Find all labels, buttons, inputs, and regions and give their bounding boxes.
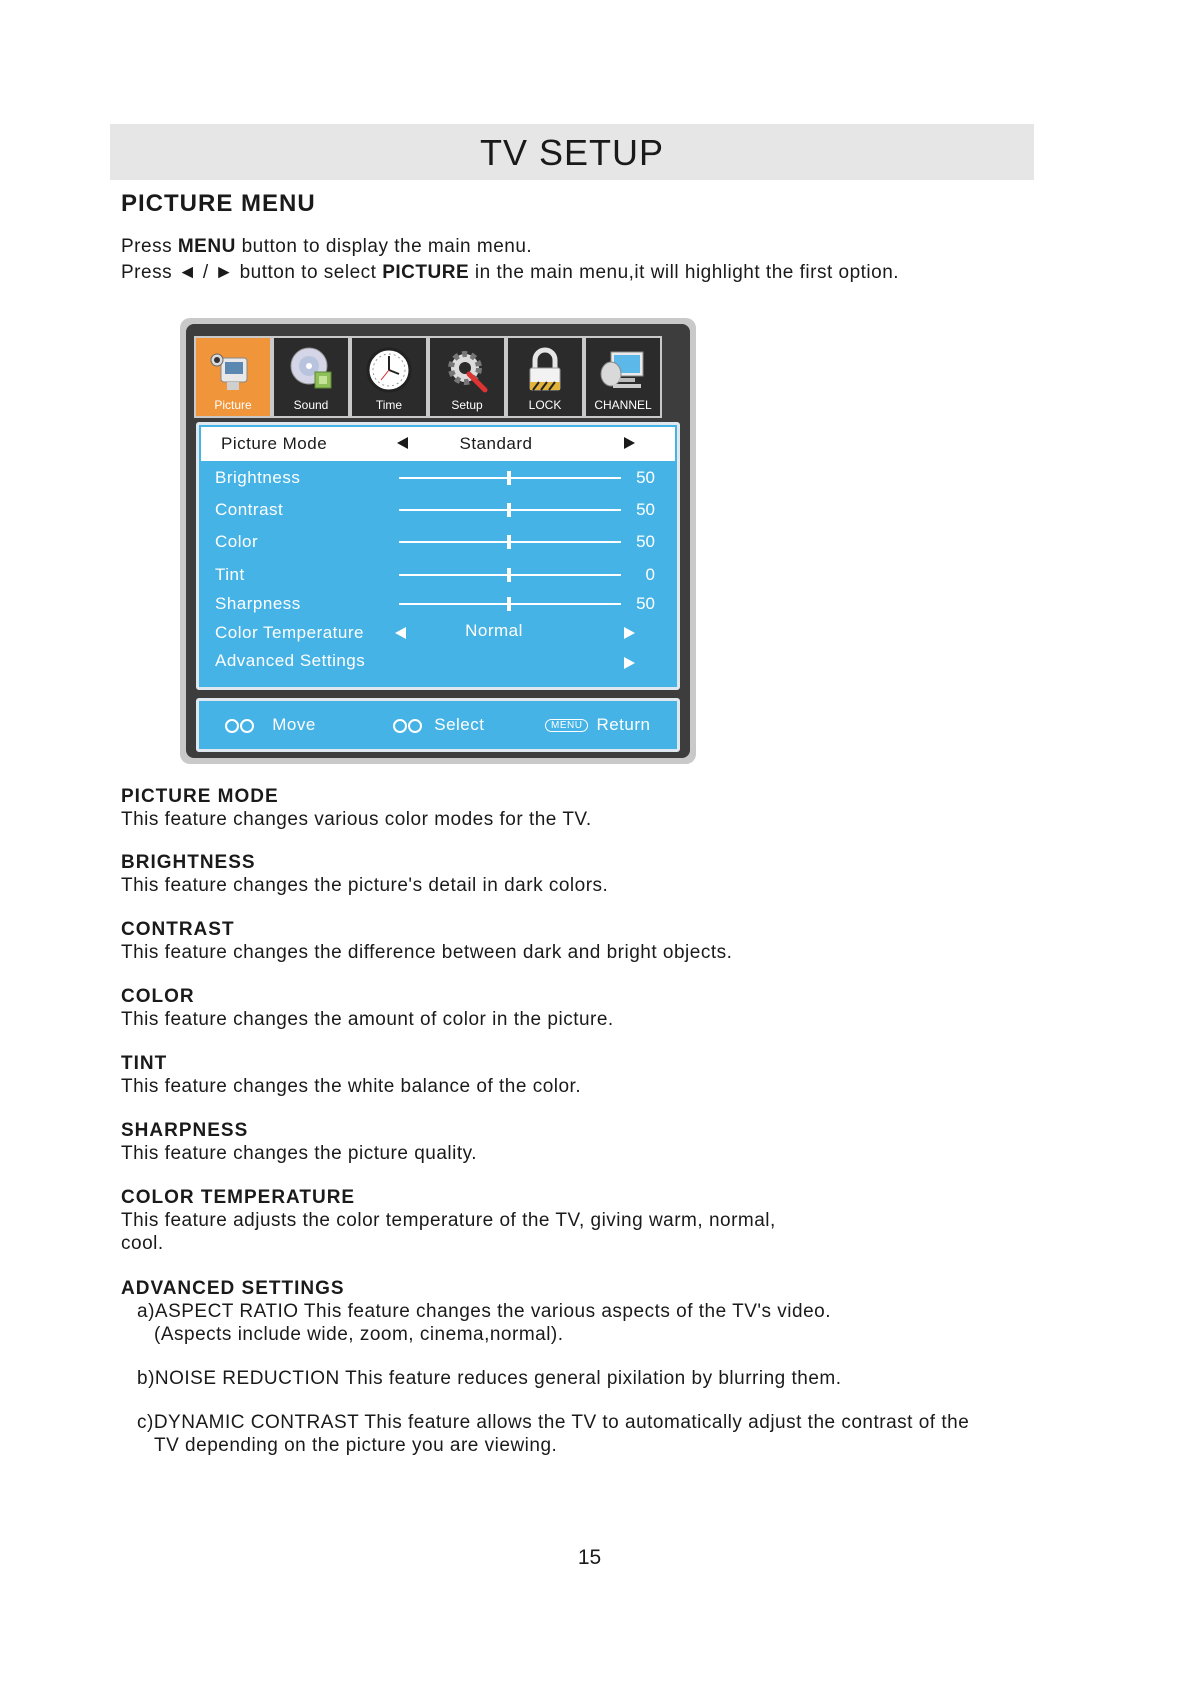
heading-contrast: CONTRAST <box>121 919 235 940</box>
slider-knob[interactable] <box>507 597 511 611</box>
heading-color-temperature: COLOR TEMPERATURE <box>121 1187 356 1208</box>
color-slider[interactable] <box>399 541 621 543</box>
osd-frame <box>186 324 690 758</box>
row-value: 50 <box>636 468 655 487</box>
heading-color: COLOR <box>121 986 195 1007</box>
text-aspect-ratio: a)ASPECT RATIO This feature changes the various aspects of the TV's video. <box>137 1301 831 1322</box>
contrast-slider[interactable] <box>399 509 621 511</box>
sharpness-slider[interactable] <box>399 603 621 605</box>
text-brightness: This feature changes the picture's detail in dark colors. <box>121 875 609 896</box>
row-value: 0 <box>645 565 655 584</box>
osd-help-bar <box>196 698 680 752</box>
slider-knob[interactable] <box>507 471 511 485</box>
intro-line-2 <box>121 262 899 284</box>
arrow-right-icon[interactable] <box>624 437 635 449</box>
row-label: Color <box>215 532 259 551</box>
tab-label: Setup <box>451 398 483 412</box>
text-tint: This feature changes the white balance of the color. <box>121 1076 582 1097</box>
row-label: Tint <box>215 565 245 584</box>
page-number: 15 <box>577 1546 602 1569</box>
arrow-right-icon[interactable] <box>624 657 635 669</box>
intro-text: button to display the main menu. <box>235 236 533 257</box>
tab-label: Time <box>375 398 403 412</box>
camera-icon <box>207 344 259 396</box>
section-heading: PICTURE MENU <box>121 190 316 217</box>
heading-brightness: BRIGHTNESS <box>121 852 256 873</box>
tab-label: Picture <box>214 398 252 412</box>
row-label: Brightness <box>215 468 301 487</box>
down-button-icon <box>240 719 254 733</box>
menu-key-icon: MENU <box>545 719 588 732</box>
help-select-label: Select <box>434 715 485 734</box>
intro-text: Press <box>121 236 178 257</box>
slider-knob[interactable] <box>507 503 511 517</box>
text-dynamic-contrast: c)DYNAMIC CONTRAST This feature allows the TV to automatically adjust the contrast of the <box>137 1412 970 1433</box>
tab-label: LOCK <box>528 398 562 412</box>
slider-knob[interactable] <box>507 535 511 549</box>
intro-bold: MENU <box>177 236 236 257</box>
row-value: 50 <box>636 500 655 519</box>
text-aspect-ratio-2: (Aspects include wide, zoom, cinema,normal). <box>154 1324 564 1345</box>
help-move <box>225 715 316 735</box>
row-label: Sharpness <box>215 594 301 613</box>
heading-advanced-settings: ADVANCED SETTINGS <box>121 1278 345 1299</box>
row-label: Color Temperature <box>215 623 364 642</box>
tab-setup[interactable] <box>428 336 506 418</box>
title-banner <box>110 124 1034 180</box>
intro-bold: PICTURE <box>382 262 470 283</box>
text-noise-reduction: b)NOISE REDUCTION This feature reduces general pixilation by blurring them. <box>137 1368 842 1389</box>
up-button-icon <box>225 719 239 733</box>
help-return <box>545 715 650 735</box>
text-contrast: This feature changes the difference between dark and bright objects. <box>121 942 733 963</box>
slider-knob[interactable] <box>507 568 511 582</box>
right-button-icon <box>408 719 422 733</box>
brightness-slider[interactable] <box>399 477 621 479</box>
text-picture-mode: This feature changes various color modes for the TV. <box>121 809 592 830</box>
row-value: 50 <box>636 594 655 613</box>
text-color-temperature-2: cool. <box>121 1233 164 1254</box>
heading-sharpness: SHARPNESS <box>121 1120 249 1141</box>
tab-label: Sound <box>293 398 329 412</box>
row-label: Contrast <box>215 500 284 519</box>
arrow-right-icon[interactable] <box>624 627 635 639</box>
tint-slider[interactable] <box>399 574 621 576</box>
row-picture-mode[interactable] <box>201 427 675 461</box>
row-value: Standard <box>459 434 533 453</box>
gear-icon <box>441 344 493 396</box>
help-move-label: Move <box>272 715 316 734</box>
row-value: 50 <box>636 532 655 551</box>
tab-time[interactable] <box>350 336 428 418</box>
help-return-label: Return <box>596 715 651 734</box>
intro-text: Press ◄ / ► button to select <box>121 262 383 283</box>
tab-lock[interactable] <box>506 336 584 418</box>
text-color: This feature changes the amount of color in the picture. <box>121 1009 614 1030</box>
intro-line-1 <box>121 236 532 258</box>
help-select <box>393 715 484 735</box>
row-label: Picture Mode <box>221 434 328 453</box>
row-value: Normal <box>465 621 523 640</box>
row-label: Advanced Settings <box>215 651 366 670</box>
clock-icon <box>363 344 415 396</box>
page-title: TV SETUP <box>479 132 665 173</box>
padlock-icon <box>519 344 571 396</box>
tab-picture[interactable] <box>194 336 272 418</box>
picture-settings-panel <box>196 422 680 690</box>
tab-label: CHANNEL <box>594 398 652 412</box>
tab-channel[interactable] <box>584 336 662 418</box>
tv-osd-menu <box>180 318 696 764</box>
text-dynamic-contrast-2: TV depending on the picture you are viewing. <box>154 1435 558 1456</box>
left-button-icon <box>393 719 407 733</box>
arrow-left-icon[interactable] <box>397 437 408 449</box>
heading-tint: TINT <box>121 1053 168 1074</box>
heading-picture-mode: PICTURE MODE <box>121 786 279 807</box>
intro-text: in the main menu,it will highlight the first option. <box>469 262 900 283</box>
arrow-left-icon[interactable] <box>395 627 406 639</box>
text-color-temperature: This feature adjusts the color temperature of the TV, giving warm, normal, <box>121 1210 776 1231</box>
speaker-disc-icon <box>285 344 337 396</box>
monitor-icon <box>597 344 649 396</box>
text-sharpness: This feature changes the picture quality. <box>121 1143 478 1164</box>
tab-sound[interactable] <box>272 336 350 418</box>
